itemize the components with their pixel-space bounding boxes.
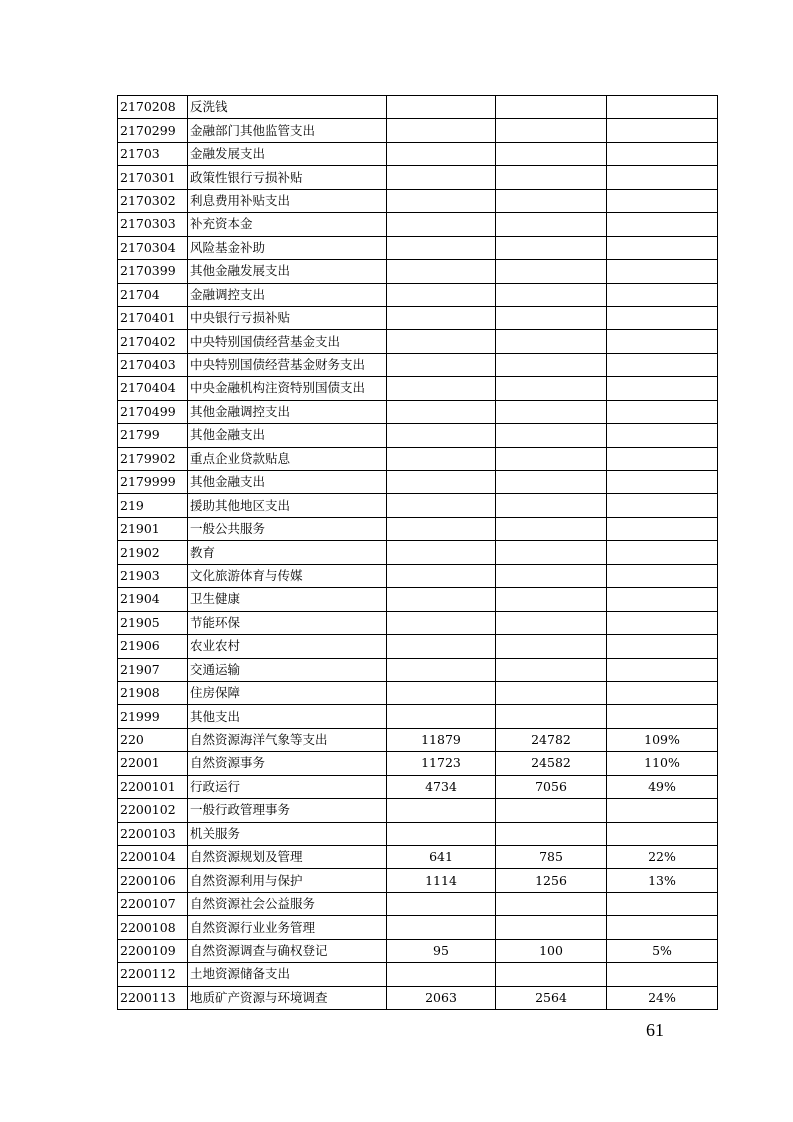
table-row <box>118 400 718 423</box>
value-cell-3 <box>607 142 718 165</box>
value-cell-3 <box>607 588 718 611</box>
value-cell-2 <box>496 330 607 353</box>
table-row <box>118 260 718 283</box>
name-cell: 自然资源行业业务管理 <box>188 916 387 939</box>
code-cell: 2170299 <box>118 119 188 142</box>
value-cell-2 <box>496 306 607 329</box>
value-cell-3 <box>607 447 718 470</box>
value-cell-3 <box>607 400 718 423</box>
value-cell-1: 11723 <box>387 752 496 775</box>
value-cell-3 <box>607 892 718 915</box>
code-cell: 2179999 <box>118 471 188 494</box>
value-cell-1 <box>387 799 496 822</box>
value-cell-1 <box>387 588 496 611</box>
table-row <box>118 306 718 329</box>
table-row <box>118 377 718 400</box>
value-cell-1 <box>387 236 496 259</box>
code-cell: 2170401 <box>118 306 188 329</box>
value-cell-3 <box>607 517 718 540</box>
value-cell-2: 24582 <box>496 752 607 775</box>
table-row <box>118 611 718 634</box>
value-cell-1 <box>387 611 496 634</box>
value-cell-2 <box>496 588 607 611</box>
value-cell-1 <box>387 283 496 306</box>
table-row <box>118 541 718 564</box>
table-row <box>118 142 718 165</box>
value-cell-1 <box>387 447 496 470</box>
value-cell-3 <box>607 916 718 939</box>
value-cell-1 <box>387 400 496 423</box>
name-cell: 节能环保 <box>188 611 387 634</box>
name-cell: 自然资源事务 <box>188 752 387 775</box>
value-cell-3 <box>607 705 718 728</box>
table-row <box>118 213 718 236</box>
table-row <box>118 799 718 822</box>
code-cell: 2170208 <box>118 96 188 119</box>
code-cell: 21906 <box>118 635 188 658</box>
value-cell-3 <box>607 541 718 564</box>
table-row <box>118 447 718 470</box>
value-cell-3 <box>607 96 718 119</box>
name-cell: 中央特别国债经营基金财务支出 <box>188 353 387 376</box>
name-cell: 补充资本金 <box>188 213 387 236</box>
value-cell-1 <box>387 822 496 845</box>
name-cell: 卫生健康 <box>188 588 387 611</box>
value-cell-2 <box>496 564 607 587</box>
value-cell-3 <box>607 635 718 658</box>
table-row <box>118 775 718 798</box>
name-cell: 金融发展支出 <box>188 142 387 165</box>
value-cell-1 <box>387 658 496 681</box>
table-row <box>118 424 718 447</box>
value-cell-1: 2063 <box>387 986 496 1009</box>
value-cell-2: 785 <box>496 846 607 869</box>
table-row <box>118 471 718 494</box>
value-cell-3: 13% <box>607 869 718 892</box>
value-cell-3 <box>607 166 718 189</box>
table-row <box>118 822 718 845</box>
table-row <box>118 494 718 517</box>
name-cell: 一般行政管理事务 <box>188 799 387 822</box>
value-cell-1 <box>387 330 496 353</box>
code-cell: 2200102 <box>118 799 188 822</box>
value-cell-1 <box>387 564 496 587</box>
page-number: 61 <box>646 1020 664 1040</box>
value-cell-2 <box>496 166 607 189</box>
table-row <box>118 869 718 892</box>
table-row <box>118 588 718 611</box>
name-cell: 金融部门其他监管支出 <box>188 119 387 142</box>
table-row <box>118 728 718 751</box>
value-cell-2 <box>496 963 607 986</box>
table-row <box>118 517 718 540</box>
value-cell-1 <box>387 353 496 376</box>
value-cell-3 <box>607 658 718 681</box>
table-row <box>118 986 718 1009</box>
code-cell: 2170499 <box>118 400 188 423</box>
code-cell: 21905 <box>118 611 188 634</box>
value-cell-2: 7056 <box>496 775 607 798</box>
table-row <box>118 705 718 728</box>
value-cell-1: 11879 <box>387 728 496 751</box>
code-cell: 2200104 <box>118 846 188 869</box>
name-cell: 中央特别国债经营基金支出 <box>188 330 387 353</box>
value-cell-2 <box>496 517 607 540</box>
value-cell-2 <box>496 705 607 728</box>
value-cell-1: 4734 <box>387 775 496 798</box>
name-cell: 其他金融发展支出 <box>188 260 387 283</box>
value-cell-1 <box>387 424 496 447</box>
table-row <box>118 236 718 259</box>
name-cell: 自然资源利用与保护 <box>188 869 387 892</box>
value-cell-1 <box>387 377 496 400</box>
name-cell: 金融调控支出 <box>188 283 387 306</box>
value-cell-2 <box>496 283 607 306</box>
value-cell-1: 95 <box>387 939 496 962</box>
value-cell-1: 641 <box>387 846 496 869</box>
value-cell-1 <box>387 916 496 939</box>
code-cell: 21904 <box>118 588 188 611</box>
table-row <box>118 658 718 681</box>
value-cell-1 <box>387 705 496 728</box>
value-cell-2 <box>496 213 607 236</box>
value-cell-1 <box>387 681 496 704</box>
code-cell: 21901 <box>118 517 188 540</box>
code-cell: 2200109 <box>118 939 188 962</box>
table-row <box>118 939 718 962</box>
code-cell: 2200106 <box>118 869 188 892</box>
value-cell-2 <box>496 447 607 470</box>
value-cell-1 <box>387 213 496 236</box>
code-cell: 21903 <box>118 564 188 587</box>
value-cell-3 <box>607 963 718 986</box>
value-cell-2: 100 <box>496 939 607 962</box>
value-cell-1 <box>387 471 496 494</box>
name-cell: 中央金融机构注资特别国债支出 <box>188 377 387 400</box>
value-cell-3 <box>607 494 718 517</box>
value-cell-1 <box>387 96 496 119</box>
value-cell-2 <box>496 471 607 494</box>
value-cell-2 <box>496 541 607 564</box>
value-cell-2 <box>496 799 607 822</box>
name-cell: 机关服务 <box>188 822 387 845</box>
value-cell-3 <box>607 306 718 329</box>
name-cell: 援助其他地区支出 <box>188 494 387 517</box>
value-cell-1 <box>387 166 496 189</box>
value-cell-2 <box>496 236 607 259</box>
table-row <box>118 330 718 353</box>
name-cell: 自然资源调查与确权登记 <box>188 939 387 962</box>
table-row <box>118 353 718 376</box>
value-cell-2 <box>496 424 607 447</box>
value-cell-1 <box>387 306 496 329</box>
code-cell: 21999 <box>118 705 188 728</box>
value-cell-2 <box>496 681 607 704</box>
code-cell: 2200103 <box>118 822 188 845</box>
value-cell-1 <box>387 142 496 165</box>
name-cell: 自然资源海洋气象等支出 <box>188 728 387 751</box>
value-cell-1 <box>387 119 496 142</box>
value-cell-1 <box>387 260 496 283</box>
code-cell: 2170302 <box>118 189 188 212</box>
value-cell-3 <box>607 353 718 376</box>
value-cell-2 <box>496 611 607 634</box>
value-cell-3 <box>607 424 718 447</box>
value-cell-3 <box>607 564 718 587</box>
value-cell-2 <box>496 189 607 212</box>
code-cell: 2200108 <box>118 916 188 939</box>
value-cell-1: 1114 <box>387 869 496 892</box>
name-cell: 住房保障 <box>188 681 387 704</box>
value-cell-3: 110% <box>607 752 718 775</box>
code-cell: 2200101 <box>118 775 188 798</box>
value-cell-3 <box>607 471 718 494</box>
code-cell: 2200107 <box>118 892 188 915</box>
code-cell: 2170404 <box>118 377 188 400</box>
value-cell-2: 24782 <box>496 728 607 751</box>
value-cell-2: 2564 <box>496 986 607 1009</box>
code-cell: 21907 <box>118 658 188 681</box>
value-cell-3 <box>607 799 718 822</box>
code-cell: 220 <box>118 728 188 751</box>
table-row <box>118 635 718 658</box>
table-row <box>118 752 718 775</box>
value-cell-2 <box>496 635 607 658</box>
table-row <box>118 892 718 915</box>
value-cell-3: 24% <box>607 986 718 1009</box>
value-cell-1 <box>387 892 496 915</box>
code-cell: 2170399 <box>118 260 188 283</box>
code-cell: 22001 <box>118 752 188 775</box>
table-body <box>118 96 718 1010</box>
value-cell-3: 49% <box>607 775 718 798</box>
table-row <box>118 846 718 869</box>
value-cell-3 <box>607 283 718 306</box>
name-cell: 其他支出 <box>188 705 387 728</box>
name-cell: 文化旅游体育与传媒 <box>188 564 387 587</box>
table-row <box>118 916 718 939</box>
name-cell: 中央银行亏损补贴 <box>188 306 387 329</box>
value-cell-1 <box>387 494 496 517</box>
name-cell: 风险基金补助 <box>188 236 387 259</box>
value-cell-2 <box>496 658 607 681</box>
name-cell: 地质矿产资源与环境调查 <box>188 986 387 1009</box>
value-cell-1 <box>387 189 496 212</box>
value-cell-1 <box>387 541 496 564</box>
value-cell-2 <box>496 260 607 283</box>
table-row <box>118 681 718 704</box>
name-cell: 其他金融调控支出 <box>188 400 387 423</box>
name-cell: 其他金融支出 <box>188 471 387 494</box>
value-cell-3 <box>607 260 718 283</box>
value-cell-2 <box>496 353 607 376</box>
value-cell-3 <box>607 377 718 400</box>
name-cell: 自然资源规划及管理 <box>188 846 387 869</box>
value-cell-3: 22% <box>607 846 718 869</box>
value-cell-3 <box>607 189 718 212</box>
table-row <box>118 119 718 142</box>
code-cell: 21704 <box>118 283 188 306</box>
name-cell: 重点企业贷款贴息 <box>188 447 387 470</box>
value-cell-2 <box>496 916 607 939</box>
value-cell-3 <box>607 330 718 353</box>
value-cell-2 <box>496 400 607 423</box>
name-cell: 其他金融支出 <box>188 424 387 447</box>
code-cell: 2200112 <box>118 963 188 986</box>
name-cell: 农业农村 <box>188 635 387 658</box>
name-cell: 利息费用补贴支出 <box>188 189 387 212</box>
value-cell-3 <box>607 213 718 236</box>
value-cell-1 <box>387 517 496 540</box>
value-cell-2 <box>496 822 607 845</box>
code-cell: 2170402 <box>118 330 188 353</box>
code-cell: 2170301 <box>118 166 188 189</box>
code-cell: 219 <box>118 494 188 517</box>
value-cell-2 <box>496 119 607 142</box>
code-cell: 2170403 <box>118 353 188 376</box>
code-cell: 2179902 <box>118 447 188 470</box>
table-row <box>118 189 718 212</box>
value-cell-2 <box>496 892 607 915</box>
code-cell: 2170303 <box>118 213 188 236</box>
table-row <box>118 96 718 119</box>
code-cell: 21703 <box>118 142 188 165</box>
code-cell: 21799 <box>118 424 188 447</box>
code-cell: 21908 <box>118 681 188 704</box>
name-cell: 土地资源储备支出 <box>188 963 387 986</box>
name-cell: 一般公共服务 <box>188 517 387 540</box>
name-cell: 行政运行 <box>188 775 387 798</box>
table-row <box>118 283 718 306</box>
budget-table <box>117 95 718 1010</box>
value-cell-3 <box>607 119 718 142</box>
name-cell: 教育 <box>188 541 387 564</box>
code-cell: 21902 <box>118 541 188 564</box>
name-cell: 政策性银行亏损补贴 <box>188 166 387 189</box>
table-row <box>118 166 718 189</box>
code-cell: 2200113 <box>118 986 188 1009</box>
table-row <box>118 963 718 986</box>
value-cell-3 <box>607 822 718 845</box>
value-cell-2 <box>496 142 607 165</box>
value-cell-1 <box>387 635 496 658</box>
code-cell: 2170304 <box>118 236 188 259</box>
value-cell-3 <box>607 681 718 704</box>
value-cell-3 <box>607 611 718 634</box>
name-cell: 自然资源社会公益服务 <box>188 892 387 915</box>
value-cell-2: 1256 <box>496 869 607 892</box>
value-cell-2 <box>496 494 607 517</box>
value-cell-2 <box>496 96 607 119</box>
name-cell: 交通运输 <box>188 658 387 681</box>
value-cell-3: 109% <box>607 728 718 751</box>
value-cell-3: 5% <box>607 939 718 962</box>
table-row <box>118 564 718 587</box>
value-cell-2 <box>496 377 607 400</box>
value-cell-3 <box>607 236 718 259</box>
value-cell-1 <box>387 963 496 986</box>
name-cell: 反洗钱 <box>188 96 387 119</box>
